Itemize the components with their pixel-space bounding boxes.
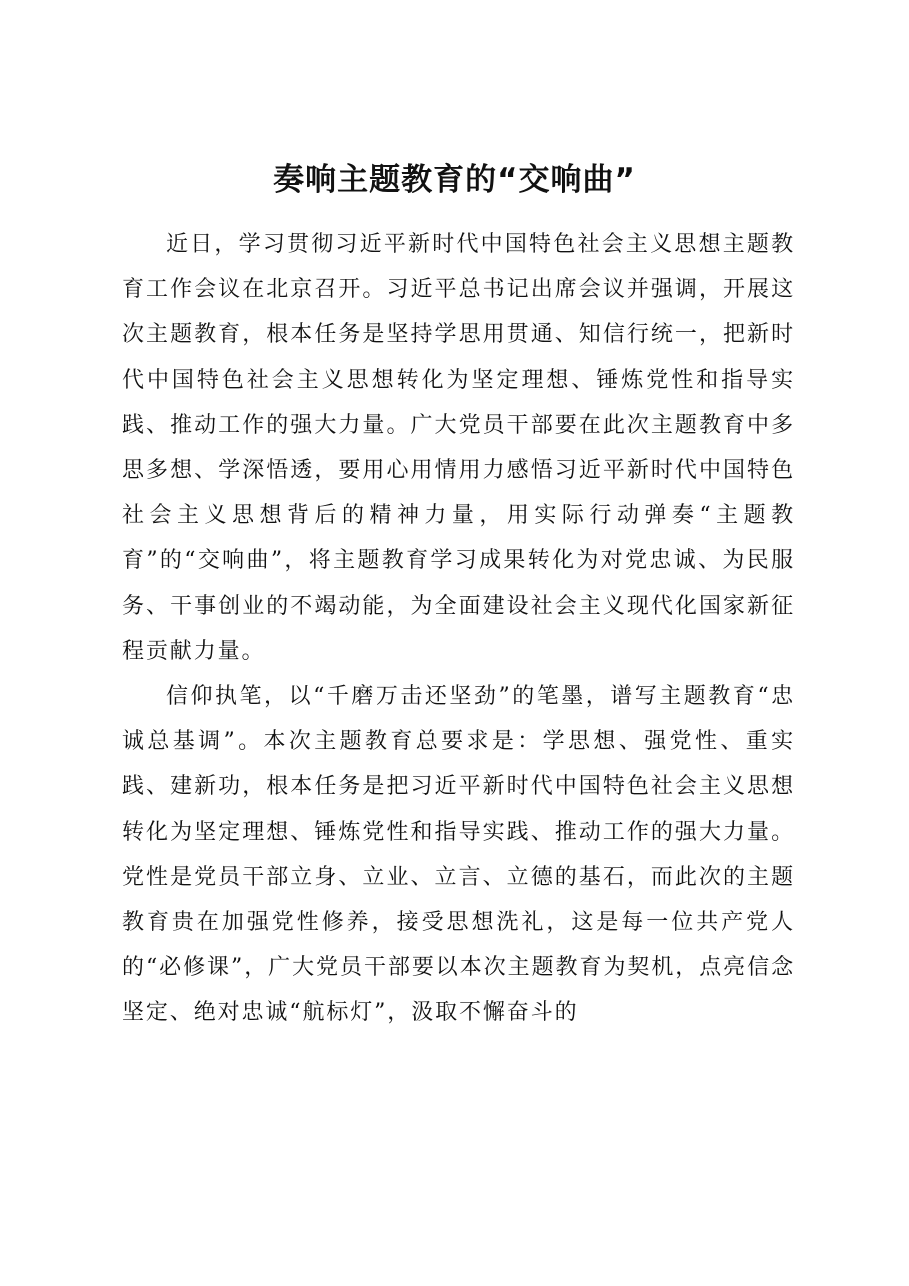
paragraph-1: 近日，学习贯彻习近平新时代中国特色社会主义思想主题教育工作会议在北京召开。习近平总书记出席会议并强调，开展这次主题教育，根本任务是坚持学思用贯通、知信行统一，把新时代中国特色社会主义思想转化为坚定理想、锤炼党性和指导实践、推动工作的强大力量。广大党员干部要在此次主题教育中多思多想、学深悟透，要用心用情用力感悟习近平新时代中国特色社会主义思想背后的精神力量，用实际行动弹奏“主题教育”的“交响曲”，将主题教育学习成果转化为对党忠诚、为民服务、干事创业的不竭动能，为全面建设社会主义现代化国家新征程贡献力量。 [122,232,795,664]
document-title: 奏响主题教育的“交响曲” [273,162,636,198]
document-body [122,222,795,1036]
paragraph-2: 信仰执笔，以“千磨万击还坚劲”的笔墨，谱写主题教育“忠诚总基调”。本次主题教育总要求是：学思想、强党性、重实践、建新功，根本任务是把习近平新时代中国特色社会主义思想转化为坚定理想、锤炼党性和指导实践、推动工作的强大力量。党性是党员干部立身、立业、立言、立德的基石，而此次的主题教育贵在加强党性修养，接受思想洗礼，这是每一位共产党人的“必修课”，广大党员干部要以本次主题教育为契机，点亮信念坚定、绝对忠诚“航标灯”，汲取不懈奋斗的 [122,684,795,1026]
